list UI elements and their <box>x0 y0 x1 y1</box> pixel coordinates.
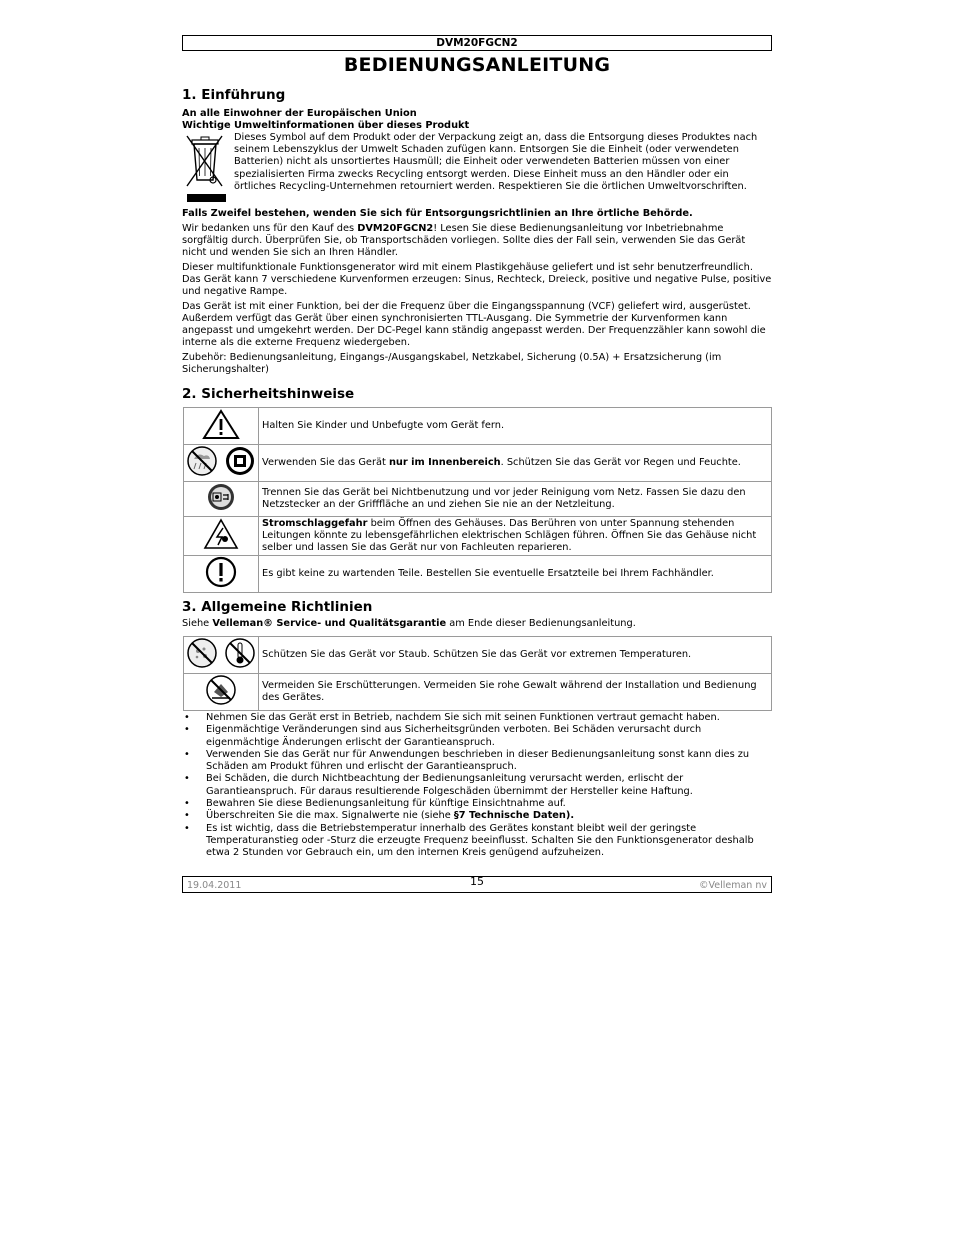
safety-text: Es gibt keine zu wartenden Teile. Bestellen Sie eventuelle Ersatzteile bei Ihrem Fachhändler. <box>259 556 772 593</box>
safety-text: Halten Sie Kinder und Unbefugte vom Gerät fern. <box>259 408 772 445</box>
safety-row <box>184 482 772 517</box>
no-rain-icon <box>185 469 219 480</box>
safety-text: Verwenden Sie das Gerät nur im Innenbereich. Schützen Sie das Gerät vor Regen und Feuchte. <box>259 445 772 482</box>
guideline-row <box>184 674 772 711</box>
manual-page <box>182 35 772 860</box>
footer-date: 19.04.2011 <box>187 880 242 891</box>
section-heading-einfuehrung: 1. Einführung <box>182 87 286 103</box>
intro-line-1: An alle Einwohner der Europäischen Union <box>182 108 417 119</box>
exclamation-circle-icon <box>184 556 259 593</box>
page-title: BEDIENUNGSANLEITUNG <box>343 54 611 76</box>
safety-row <box>184 445 772 482</box>
footer-copyright: ©Velleman nv <box>699 880 767 891</box>
no-shock-icon <box>184 674 259 711</box>
indoor-use-icon <box>223 469 257 480</box>
warning-triangle-icon <box>184 408 259 445</box>
disposal-note: Falls Zweifel bestehen, wenden Sie sich für Entsorgungsrichtlinien an Ihre örtliche Behörde. <box>182 208 693 219</box>
safety-text: Stromschlaggefahr beim Öffnen des Gehäuses. Das Berühren von unter Spannung stehenden Leitungen könnte zu lebensgefährlichen elektrischen Schlägen führen. Öffnen Sie das Gehäuse nicht selber und lassen Sie das Gerät nur von Fachleuten reparieren. <box>259 517 772 556</box>
crossed-bin-icon <box>182 132 234 206</box>
list-item: • Nehmen Sie das Gerät erst in Betrieb, nachdem Sie sich mit seinen Funktionen vertraut gemacht haben. <box>206 712 772 724</box>
guidelines-table <box>183 636 772 711</box>
intro-line-2: Wichtige Umweltinformationen über dieses Produkt <box>182 120 470 131</box>
safety-row <box>184 408 772 445</box>
page-number: 15 <box>470 875 484 888</box>
list-item: • Es ist wichtig, dass die Betriebstemperatur innerhalb des Gerätes konstant bleibt weil der geringste Temperaturanstieg oder -Sturz die erzeugte Frequenz beeinflusst. Schalten Sie den Funktionsgenerator deshalb etwa 2 Stunden vor Gebrauch ein, um den internen Kreis genügend aufzuheizen. <box>206 823 772 860</box>
guideline-text: Vermeiden Sie Erschütterungen. Vermeiden Sie rohe Gewalt während der Installation und Bedienung des Gerätes. <box>259 674 772 711</box>
features-paragraph: Das Gerät ist mit einer Funktion, bei der die Frequenz über die Eingangsspannung (VCF) geliefert wird, ausgerüstet. Außerdem verfügt das Gerät über einen synchronisierten TTL-Ausgang. Die Symmetrie der Kurvenformen kann angepasst und umgekehrt werden. Der DC-Pegel kann ständig angepasst werden. Der Frequenzzähler kann sowohl die interne als die externe Frequenz wiedergeben. <box>182 301 766 348</box>
list-item: • Bei Schäden, die durch Nichtbeachtung der Bedienungsanleitung verursacht werden, erlischt der Garantieanspruch. Für daraus resultierende Folgeschäden übernimmt der Hersteller keine Haftung. <box>206 773 772 798</box>
accessories-paragraph: Zubehör: Bedienungsanleitung, Eingangs-/Ausgangskabel, Netzkabel, Sicherung (0.5A) + Ersatzsicherung (im Sicherungshalter) <box>182 352 722 375</box>
no-dust-icon <box>185 661 219 672</box>
safety-row <box>184 517 772 556</box>
weee-block <box>182 132 772 206</box>
guideline-row <box>184 637 772 674</box>
list-item: • Überschreiten Sie die max. Signalwerte nie (siehe §7 Technische Daten). <box>206 810 772 822</box>
safety-text: Trennen Sie das Gerät bei Nichtbenutzung und vor jeder Reinigung vom Netz. Fassen Sie dazu den Netzstecker an der Grifffläche an und ziehen Sie nie an der Netzleitung. <box>259 482 772 517</box>
model-header: DVM20FGCN2 <box>182 35 772 51</box>
section-heading-richtlinien: 3. Allgemeine Richtlinien <box>182 599 373 615</box>
weee-text: Dieses Symbol auf dem Produkt oder der Verpackung zeigt an, dass die Entsorgung dieses Produktes nach seinem Lebenszyklus der Umwelt Schaden zufügen kann. Entsorgen Sie die Einheit (oder verwendeten Batterien) nicht als unsortiertes Hausmüll; die Einheit oder verwendeten Batterien müssen von einer spezialisierten Firma zwecks Recycling entsorgt werden. Diese Einheit muss an den Händler oder ein örtliches Recycling-Unternehmen retourniert werden. Respektieren Sie die örtlichen Umweltvorschriften. <box>234 132 758 192</box>
electric-shock-icon <box>184 517 259 556</box>
warranty-reference: Siehe Velleman® Service- und Qualitätsgarantie am Ende dieser Bedienungsanleitung. <box>182 618 636 629</box>
no-extreme-temperature-icon <box>223 661 257 672</box>
page-footer <box>182 876 772 893</box>
list-item: • Eigenmächtige Veränderungen sind aus Sicherheitsgründen verboten. Bei Schäden verursacht durch eigenmächtige Änderungen erlischt der Garantieanspruch. <box>206 724 772 749</box>
list-item: • Bewahren Sie diese Bedienungsanleitung für künftige Einsichtnahme auf. <box>206 798 772 810</box>
guidelines-list <box>182 712 772 860</box>
description-paragraph: Dieser multifunktionale Funktionsgenerator wird mit einem Plastikgehäuse geliefert und ist sehr benutzerfreundlich. Das Gerät kann 7 verschiedene Kurvenformen erzeugen: Sinus, Rechteck, Dreieck, positive und negative Pulse, positive und negative Rampe. <box>182 262 772 297</box>
safety-table <box>183 407 772 593</box>
thanks-paragraph: Wir bedanken uns für den Kauf des DVM20FGCN2! Lesen Sie diese Bedienungsanleitung vor Inbetriebnahme sorgfältig durch. Überprüfen Sie, ob Transportschäden vorliegen. Sollte dies der Fall sein, verwenden Sie das Gerät nicht und wenden Sie sich an Ihren Händler. <box>182 223 746 258</box>
guideline-text: Schützen Sie das Gerät vor Staub. Schützen Sie das Gerät vor extremen Temperaturen. <box>259 637 772 674</box>
safety-row <box>184 556 772 593</box>
unplug-icon <box>184 482 259 517</box>
list-item: • Verwenden Sie das Gerät nur für Anwendungen beschrieben in dieser Bedienungsanleitung sonst kann dies zu Schäden am Produkt führen und erlischt der Garantieanspruch. <box>206 749 772 774</box>
section-heading-sicherheit: 2. Sicherheitshinweise <box>182 386 355 402</box>
